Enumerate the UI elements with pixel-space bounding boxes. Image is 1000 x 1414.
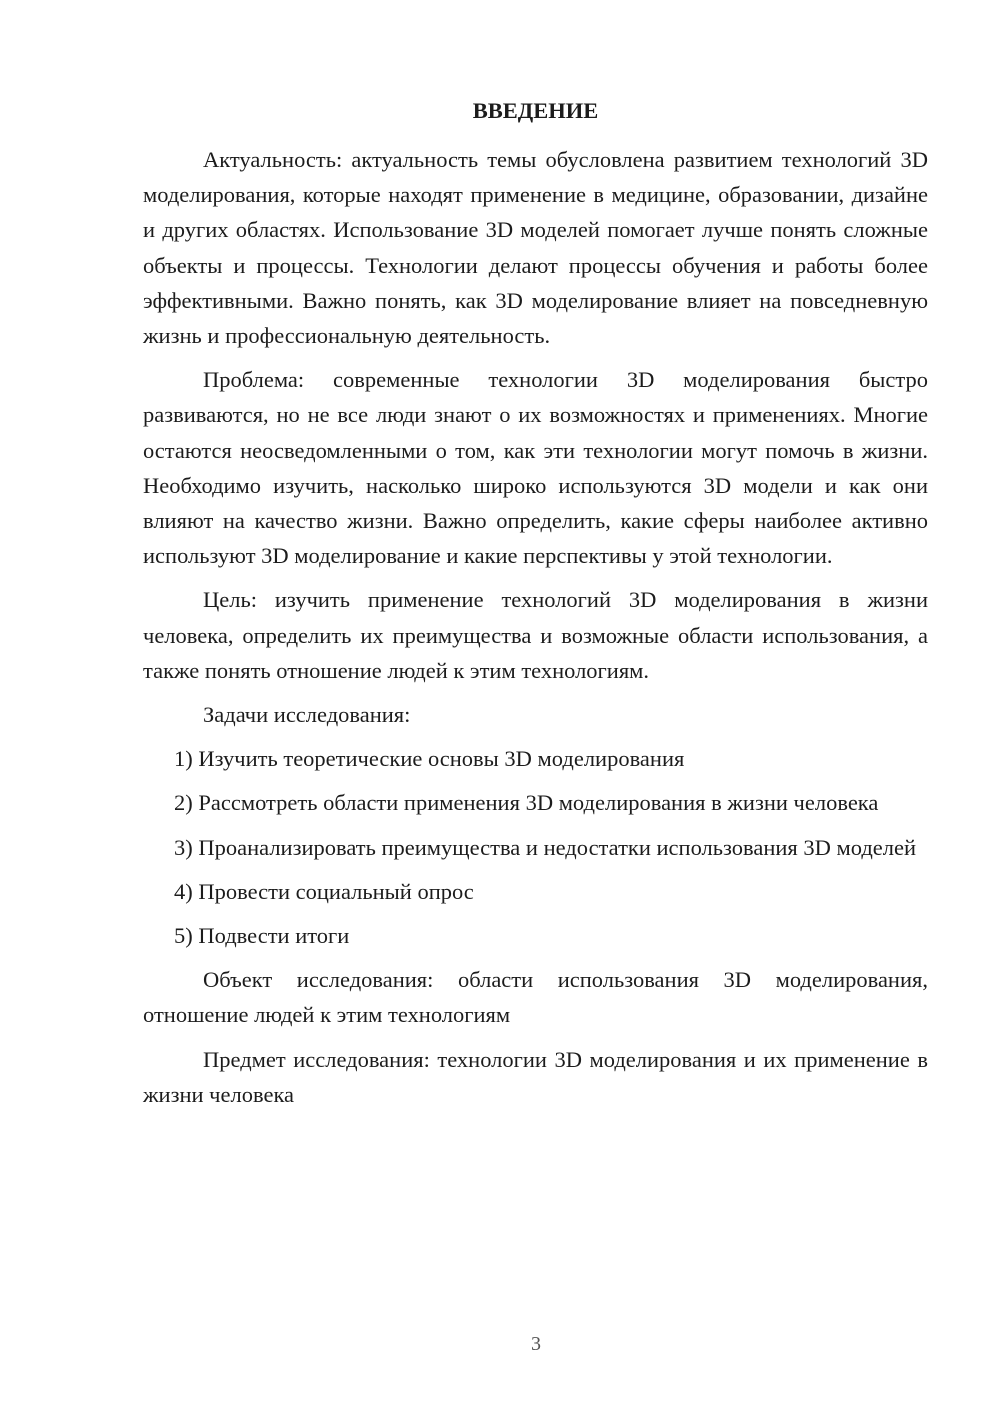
task-item-5: 5) Подвести итоги: [174, 923, 350, 949]
goal-paragraph: Цель: изучить применение технологий 3D моделирования в жизни человека, определить их преимущества и возможные области использования, а также понять отношение людей к этим технологиям.: [143, 587, 928, 683]
task-item-4: 4) Провести социальный опрос: [174, 878, 474, 904]
problem-paragraph: Проблема: современные технологии 3D моделирования быстро развиваются, но не все люди знают о их возможностях и применениях. Многие остаются неосведомленными о том, как эти технологии могут помочь в жизни. Необходимо изучить, насколько широко используются 3D модели и как они влияют на качество жизни. Важно определить, какие сферы наиболее активно используют 3D моделирование и какие перспективы у этой технологии.: [143, 367, 928, 569]
task-item-3: 3) Проанализировать преимущества и недостатки использования 3D моделей: [174, 834, 917, 860]
relevance-paragraph: Актуальность: актуальность темы обусловлена развитием технологий 3D моделирования, которые находят применение в медицине, образовании, дизайне и других областях. Использование 3D моделей помогает лучше понять сложные объекты и процессы. Технологии делают процессы обучения и работы более эффективными. Важно понять, как 3D моделирование влияет на повседневную жизнь и профессиональную деятельность.: [143, 147, 928, 349]
section-heading: ВВЕДЕНИЕ: [472, 98, 599, 123]
task-item-1: 1) Изучить теоретические основы 3D моделирования: [174, 746, 685, 772]
task-item-2: 2) Рассмотреть области применения 3D моделирования в жизни человека: [174, 790, 879, 816]
page-number: 3: [531, 1333, 541, 1355]
page-content: [143, 96, 928, 1121]
tasks-heading: Задачи исследования:: [203, 702, 411, 728]
subject-paragraph: Предмет исследования: технологии 3D моделирования и их применение в жизни человека: [143, 1046, 928, 1107]
object-paragraph: Объект исследования: области использования 3D моделирования, отношение людей к этим технологиям: [143, 967, 928, 1028]
